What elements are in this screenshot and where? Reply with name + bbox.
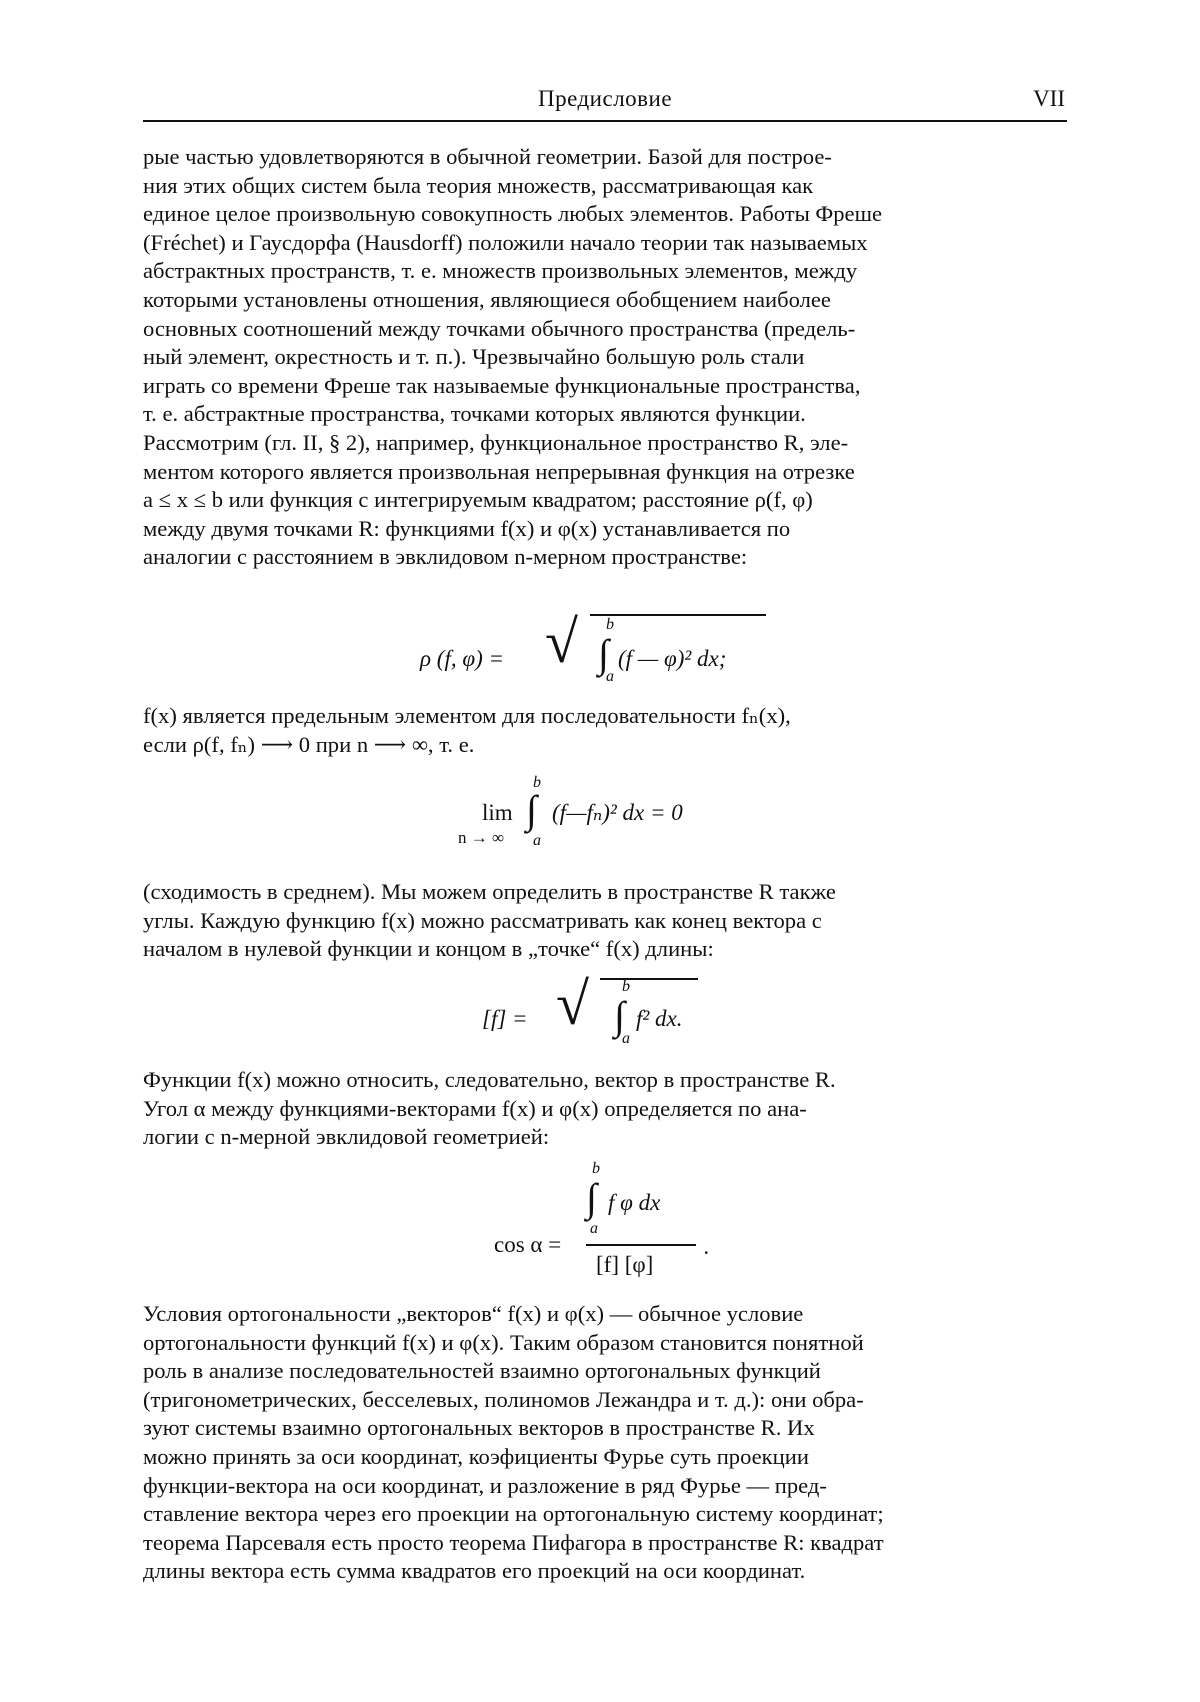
text-line: единое целое произвольную совокупность любых элементов. Работы Фреше [143, 201, 883, 227]
integral-lower-limit: a [533, 832, 541, 849]
integral-lower-limit: a [622, 1030, 630, 1047]
formula-integrand: (f — φ)² dx; [618, 646, 727, 671]
text-line: функции-вектора на оси координат, и разложение в ряд Фурье — пред- [143, 1472, 827, 1498]
paragraph-1 [143, 143, 1065, 572]
integral-sign: ∫ [526, 787, 537, 832]
fraction-denominator: [f] [φ] [596, 1252, 654, 1277]
text-line: Рассмотрим (гл. II, § 2), например, функциональное пространство R, эле- [143, 429, 849, 455]
page-number: VII [1033, 86, 1065, 111]
lim-operator: lim [482, 800, 513, 825]
text-line: если ρ(f, fₙ) ⟶ 0 при n ⟶ ∞, т. е. [143, 731, 475, 757]
text-line: ментом которого является произвольная непрерывная функция на отрезке [143, 458, 855, 484]
text-line: зуют системы взаимно ортогональных векторов в пространстве R. Их [143, 1415, 815, 1441]
text-line: рые частью удовлетворяются в обычной геометрии. Базой для построе- [143, 144, 832, 169]
integral-upper-limit: b [592, 1160, 600, 1177]
text-line: (сходимость в среднем). Мы можем определить в пространстве R также [143, 879, 836, 904]
paragraph-4 [143, 1066, 1065, 1152]
formula-integrand: (f—fₙ)² dx = 0 [552, 800, 683, 825]
integral-upper-limit: b [533, 774, 541, 791]
text-line: длины вектора есть сумма квадратов его проекций на оси координат. [143, 1558, 806, 1584]
text-line: углы. Каждую функцию f(x) можно рассматривать как конец вектора с [143, 907, 822, 933]
running-title: Предисловие [537, 86, 673, 111]
text-line: абстрактных пространств, т. е. множеств произвольных элементов, между [143, 258, 858, 284]
fraction-numerator: f φ dx [608, 1190, 661, 1215]
text-line: Угол α между функциями-векторами f(x) и φ(x) определяется по ана- [143, 1095, 807, 1121]
text-line: ния этих общих систем была теория множеств, рассматривающая как [143, 172, 814, 198]
text-line: (Fréchet) и Гаусдорфа (Hausdorff) положили начало теории так называемых [143, 229, 868, 255]
integral-lower-limit: a [606, 668, 614, 685]
text-line: теорема Парсеваля есть просто теорема Пифагора в пространстве R: квадрат [143, 1529, 884, 1555]
text-line: Функции f(x) можно относить, следовательно, вектор в пространстве R. [143, 1067, 836, 1092]
text-line: между двумя точками R: функциями f(x) и φ(x) устанавливается по [143, 515, 791, 541]
radical-sign: √ [556, 971, 589, 1037]
text-line: которыми установлены отношения, являющиеся обобщением наиболее [143, 286, 831, 312]
paragraph-2 [143, 702, 1065, 759]
text-line: a ≤ x ≤ b или функция с интегрируемым квадратом; расстояние ρ(f, φ) [143, 487, 813, 513]
integral-sign: ∫ [598, 631, 609, 676]
text-line: играть со времени Фреше так называемые функциональные пространства, [143, 372, 861, 398]
text-line: Условия ортогональности „векторов“ f(x) и φ(x) — обычное условие [143, 1301, 804, 1326]
text-line: ставление вектора через его проекции на ортогональную систему координат; [143, 1501, 884, 1527]
integral-lower-limit: a [590, 1220, 598, 1237]
text-line: роль в анализе последовательностей взаимно ортогональных функций [143, 1358, 821, 1384]
formula-end: . [704, 1234, 710, 1259]
radical-bar [590, 614, 766, 616]
text-line: аналогии с расстоянием в эвклидовом n-мерном пространстве: [143, 544, 748, 570]
radical-sign: √ [545, 609, 578, 675]
paragraph-5 [143, 1300, 1067, 1586]
text-line: логии с n-мерной эвклидовой геометрией: [143, 1124, 550, 1150]
formula-integrand: f² dx. [636, 1006, 683, 1031]
text-line: ный элемент, окрестность и т. п.). Чрезвычайно большую роль стали [143, 344, 805, 370]
lim-subscript: n → ∞ [458, 828, 505, 847]
fraction-bar [586, 1244, 696, 1246]
integral-sign: ∫ [614, 993, 625, 1038]
integral-upper-limit: b [622, 978, 630, 995]
text-line: т. е. абстрактные пространства, точками которых являются функции. [143, 401, 806, 427]
text-line: началом в нулевой функции и концом в „точке“ f(x) длины: [143, 936, 714, 962]
text-line: f(x) является предельным элементом для последовательности fₙ(x), [143, 703, 791, 728]
integral-upper-limit: b [606, 616, 614, 633]
formula-lhs: ρ (f, φ) = [420, 646, 504, 671]
formula-lhs: cos α = [494, 1232, 562, 1257]
integral-sign: ∫ [586, 1175, 597, 1220]
radical-bar [600, 978, 698, 980]
text-line: (тригонометрических, бесселевых, полиномов Лежандра и т. д.): они обра- [143, 1386, 864, 1412]
paragraph-3 [143, 878, 1065, 964]
text-line: ортогональности функций f(x) и φ(x). Таким образом становится понятной [143, 1329, 864, 1355]
formula-lhs: [f] = [482, 1006, 528, 1031]
text-line: можно принять за оси координат, коэфициенты Фурье суть проекции [143, 1443, 809, 1469]
page-header [143, 84, 1067, 122]
text-line: основных соотношений между точками обычного пространства (предель- [143, 315, 856, 341]
